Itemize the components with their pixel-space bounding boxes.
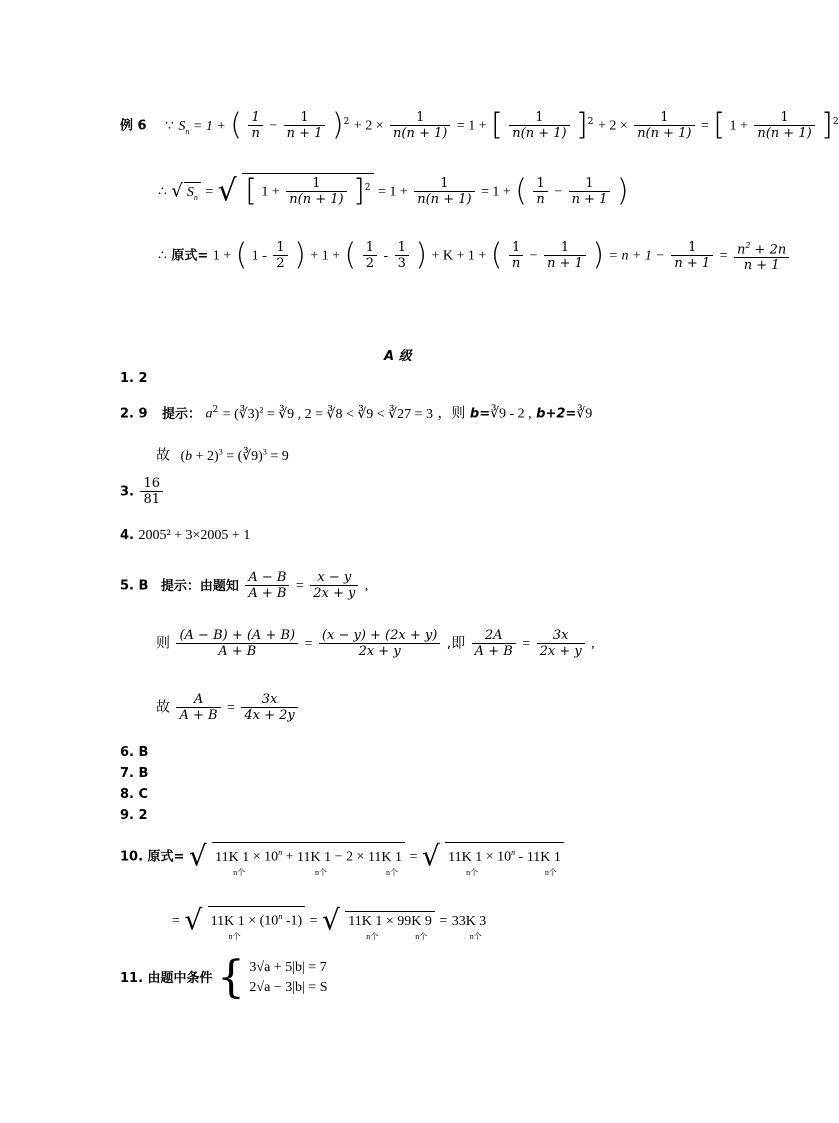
fraction: $\frac{16}{81}$ — [140, 476, 163, 507]
therefore-symbol: ∴ — [158, 247, 167, 264]
answer-10-line2: = √ 11K 1 n个 × ($10^n$ -1) = √ 11K 1 n个 × 99K 9 n个 = 33K 3 n个 — [172, 903, 487, 941]
answer-8: 8. C — [120, 787, 149, 802]
answer-4: 4. 2005² + 3×2005 + 1 — [120, 528, 251, 543]
equation-1: 3√a + 5|b| = 7 — [249, 960, 327, 975]
answer-2-line2: 故 $(b + 2)^3$ = (∛9)$^3$ = 9 — [156, 447, 289, 464]
since-symbol: ∵ — [165, 117, 174, 134]
answer-2: 2. 9 提示： $a^2$ = (∛3)$^2$ = ∛9 , 2 = ∛8 < ∛9 < ∛27 = 3 ，则 b=∛9 - 2 , b+2=∛9 — [120, 405, 593, 422]
math-expression: $S_n = 1$ + — [178, 118, 226, 136]
answer-11: 11. 由题中条件 { 3√a + 5|b| = 7 2√a − 3|b| = S — [120, 952, 328, 1003]
answer-7: 7. B — [120, 766, 149, 781]
answer-5-line3: 故 $\frac{A}{A + B}$ = $\frac{3x}{4x + 2y}$ — [156, 692, 300, 723]
answer-5-line2: 则 $\frac{(A - B) + (A + B)}{A + B}$ = $\frac{(x - y) + (2x + y)}{2x + y}$ ,即 $\frac{2A}{A + B}$ = $\frac{3x}{2x + y}$ , — [156, 628, 595, 659]
example6-line3: ∴ 原式= 1 + ( 1 - $\frac{1}{2}$ ) + 1 + ( $\frac{1}{2}$ - $\frac{1}{3}$ ) + K + 1 + ( $\frac{1}{n}$ − $\frac{1}{n + 1}$ ) = n + 1 − $\frac{1}{n + 1}$ = $\frac{n^2 + 2n}{n + 1}$ — [158, 238, 791, 273]
original-expression-label: 原式= — [171, 248, 209, 264]
answer-5: 5. B 提示：由题知 $\frac{A - B}{A + B}$ = $\frac{x - y}{2x + y}$ , — [120, 570, 369, 601]
section-title: A 级 — [384, 349, 412, 364]
answer-9: 9. 2 — [120, 808, 148, 823]
answer-6: 6. B — [120, 745, 149, 760]
therefore-symbol: ∴ — [158, 183, 167, 200]
example6-line2: ∴ √ $S_n$ = √ [ 1 + $\frac{1}{n(n + 1)}$ ]$^2$ = 1 + $\frac{1}{n(n + 1)}$ = 1 + ( $\frac{1}{n}$ − $\frac{1}{n + 1}$ ) — [158, 173, 629, 209]
answer-3: 3. $\frac{16}{81}$ — [120, 476, 165, 507]
example6-label: 例 6 — [120, 118, 147, 134]
answer-2-label: 2. 9 — [120, 406, 148, 422]
answer-1: 1. 2 — [120, 371, 148, 386]
answer-10: 10. 原式= √ 11K 1 n个 × $10^n + 11K$ 1 n个 − 2 × 11K 1 n个 = √ 11K 1 n个 × $10^n - 11K$ 1 n个 — [120, 842, 564, 867]
example6-line1: 例 6 ∵ $S_n = 1$ + ( $\frac{1}{n}$ − $\frac{1}{n + 1}$ )$^2$ + 2 × $\frac{1}{n(n + 1)}$ = 1 + [ $\frac{1}{n(n + 1)}$ ]$^2$ + 2 × $\frac{1}{n(n + 1)}$ = [ 1 + $\frac{1}{n(n + 1)}$ ]$^2$ — [120, 107, 839, 143]
equation-2: 2√a − 3|b| = S — [249, 980, 328, 995]
hint-label: 提示： — [162, 406, 202, 422]
